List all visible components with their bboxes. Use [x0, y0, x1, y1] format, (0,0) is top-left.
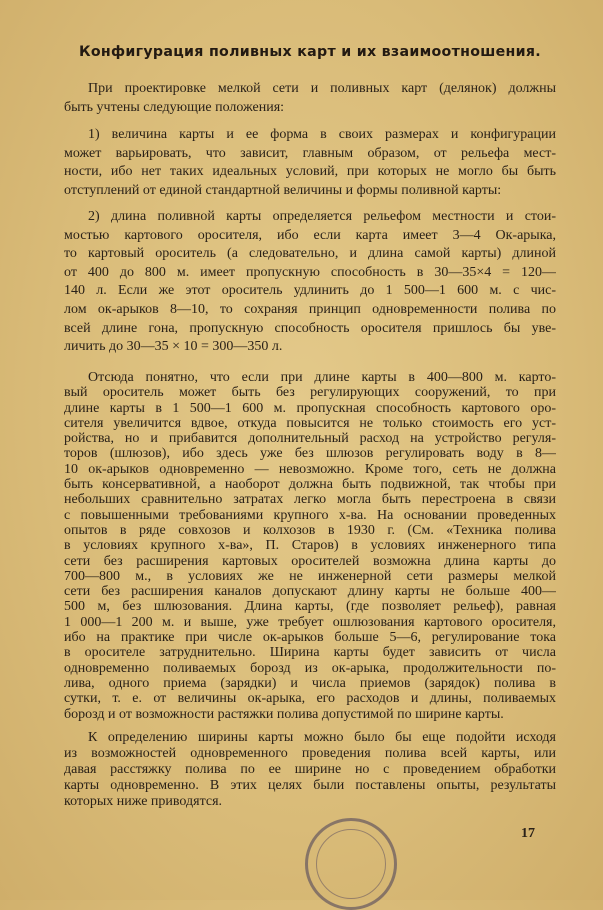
text-line: в оросителе затруднительно. Ширина карты будет зависить от числа	[64, 645, 556, 661]
text-line: ибо на практике при числе ок-арыков больше 5—6, регулирование тока	[64, 630, 556, 646]
text-line: быть консервативной, а наоборот должна быть подвижной, так чтобы при	[64, 477, 556, 493]
text-line: сети без расширения каналов допускают длину карты не больше 400—	[64, 584, 556, 600]
text-line: К определению ширины карты можно было бы еще подойти исходя	[88, 730, 556, 745]
text-line: ности, ибо нет таких идеальных условий, при которых не могло бы быть	[64, 164, 556, 180]
text-line: вый ороситель может быть без регулирующих сооружений, то при	[64, 385, 556, 401]
text-line: торов (шлюзов), ибо здесь уже без шлюзов регулировать воду в 8—	[64, 446, 556, 462]
text-line: из возможностей одновременного проведения полива всей карты, или	[64, 746, 556, 761]
text-line: давая расстяжку полива по ее ширине но с проведением обработки	[64, 762, 556, 777]
text-line: которых ниже приводятся.	[64, 794, 223, 809]
text-line: 10 ок-арыков одновременно — невозможно. Кроме того, сеть не должна	[64, 461, 556, 477]
text-line: 1) величина карты и ее форма в своих размерах и конфигурации	[88, 127, 556, 142]
text-line: карты одновременно. В этих целях были поставлены опыты, результаты	[64, 778, 556, 793]
text-line: небольших сравнительно затратах легко могла быть перестроена в связи	[64, 492, 556, 508]
text-line: лива, одного приема (зарядки) и числа приемов (зарядок) полива в	[64, 675, 556, 691]
text-line: сети без расширения картовых оросителей возможна длина карты до	[64, 553, 556, 569]
text-line: мостью картового оросителя, ибо если карта имеет 3—4 Ок-арыка,	[64, 227, 556, 243]
text-line: с повышенными требованиями крупного х-ва. На основании проведенных	[64, 507, 556, 523]
text-line: 140 л. Если же этот ороситель удлинить до 1 500—1 600 м. с чис-	[64, 283, 556, 299]
text-line: быть учтены следующие положения:	[64, 99, 285, 115]
library-stamp	[305, 818, 397, 910]
paragraph-consequences	[64, 370, 556, 722]
paragraph-intro	[64, 80, 556, 117]
text-line: сутки, т. е. от величины ок-арыка, его расходов и длины, поливаемых	[64, 691, 556, 707]
page-number: 17	[521, 826, 535, 841]
text-line: личить до 30—35 × 10 = 300—350 л.	[64, 339, 283, 355]
text-line: то картовый ороситель (а следовательно, и длина самой карты) длиной	[64, 246, 556, 262]
text-line: от 400 до 800 м. имеет пропускную способность в 30—35×4 = 120—	[64, 264, 556, 280]
text-line: опытов в ряде совхозов и колхозов в 1930 г. (См. «Техника полива	[64, 522, 556, 538]
text-line: сителя увеличится вдвое, откуда повысится не только стоимость его уст-	[64, 415, 556, 431]
text-line: отступлений от единой стандартной величины и формы поливной карты:	[64, 182, 502, 198]
text-line: При проектировке мелкой сети и поливных карт (делянок) должны	[88, 81, 556, 96]
paragraph-width	[64, 730, 556, 810]
text-line: 2) длина поливной карты определяется рельефом местности и стои-	[88, 209, 556, 224]
text-line: всей длине гона, пропускную способность оросителя пришлось бы уве-	[64, 320, 556, 336]
text-line: 500 м, без шлюзования. Длина карты, (где позволяет рельеф), равная	[64, 599, 556, 615]
text-line: ройства, но и прибавится дополнительный расход на устройство регуля-	[64, 431, 556, 447]
paragraph-point-2	[64, 208, 556, 357]
text-line: борозд и от возможности растяжки полива допустимой по ширине карты.	[64, 706, 504, 722]
paragraph-point-1	[64, 126, 556, 200]
text-line: одновременно поливаемых борозд из ок-арыка, продолжительности по-	[64, 660, 556, 676]
text-line: в условиях крупного х-ва», П. Старов) в условиях инженерного типа	[64, 538, 556, 554]
text-line: Отсюда понятно, что если при длине карты в 400—800 м. карто-	[88, 370, 556, 385]
text-line: лом ок-арыков 8—10, то сохраняя принцип одновременности полива по	[64, 301, 556, 317]
section-title: Конфигурация поливных карт и их взаимоотношения.	[78, 44, 541, 60]
text-line: длине карты в 1 500—1 600 м. пропускная способность картового оро-	[64, 400, 556, 416]
text-line: может варьировать, что зависит, главным образом, от рельефа мест-	[64, 145, 556, 161]
text-line: 700—800 м., в условиях же не инженерной сети размеры мелкой	[64, 568, 556, 584]
text-line: 1 000—1 200 м. и выше, уже требует ошлюзования картового оросителя,	[64, 614, 556, 630]
